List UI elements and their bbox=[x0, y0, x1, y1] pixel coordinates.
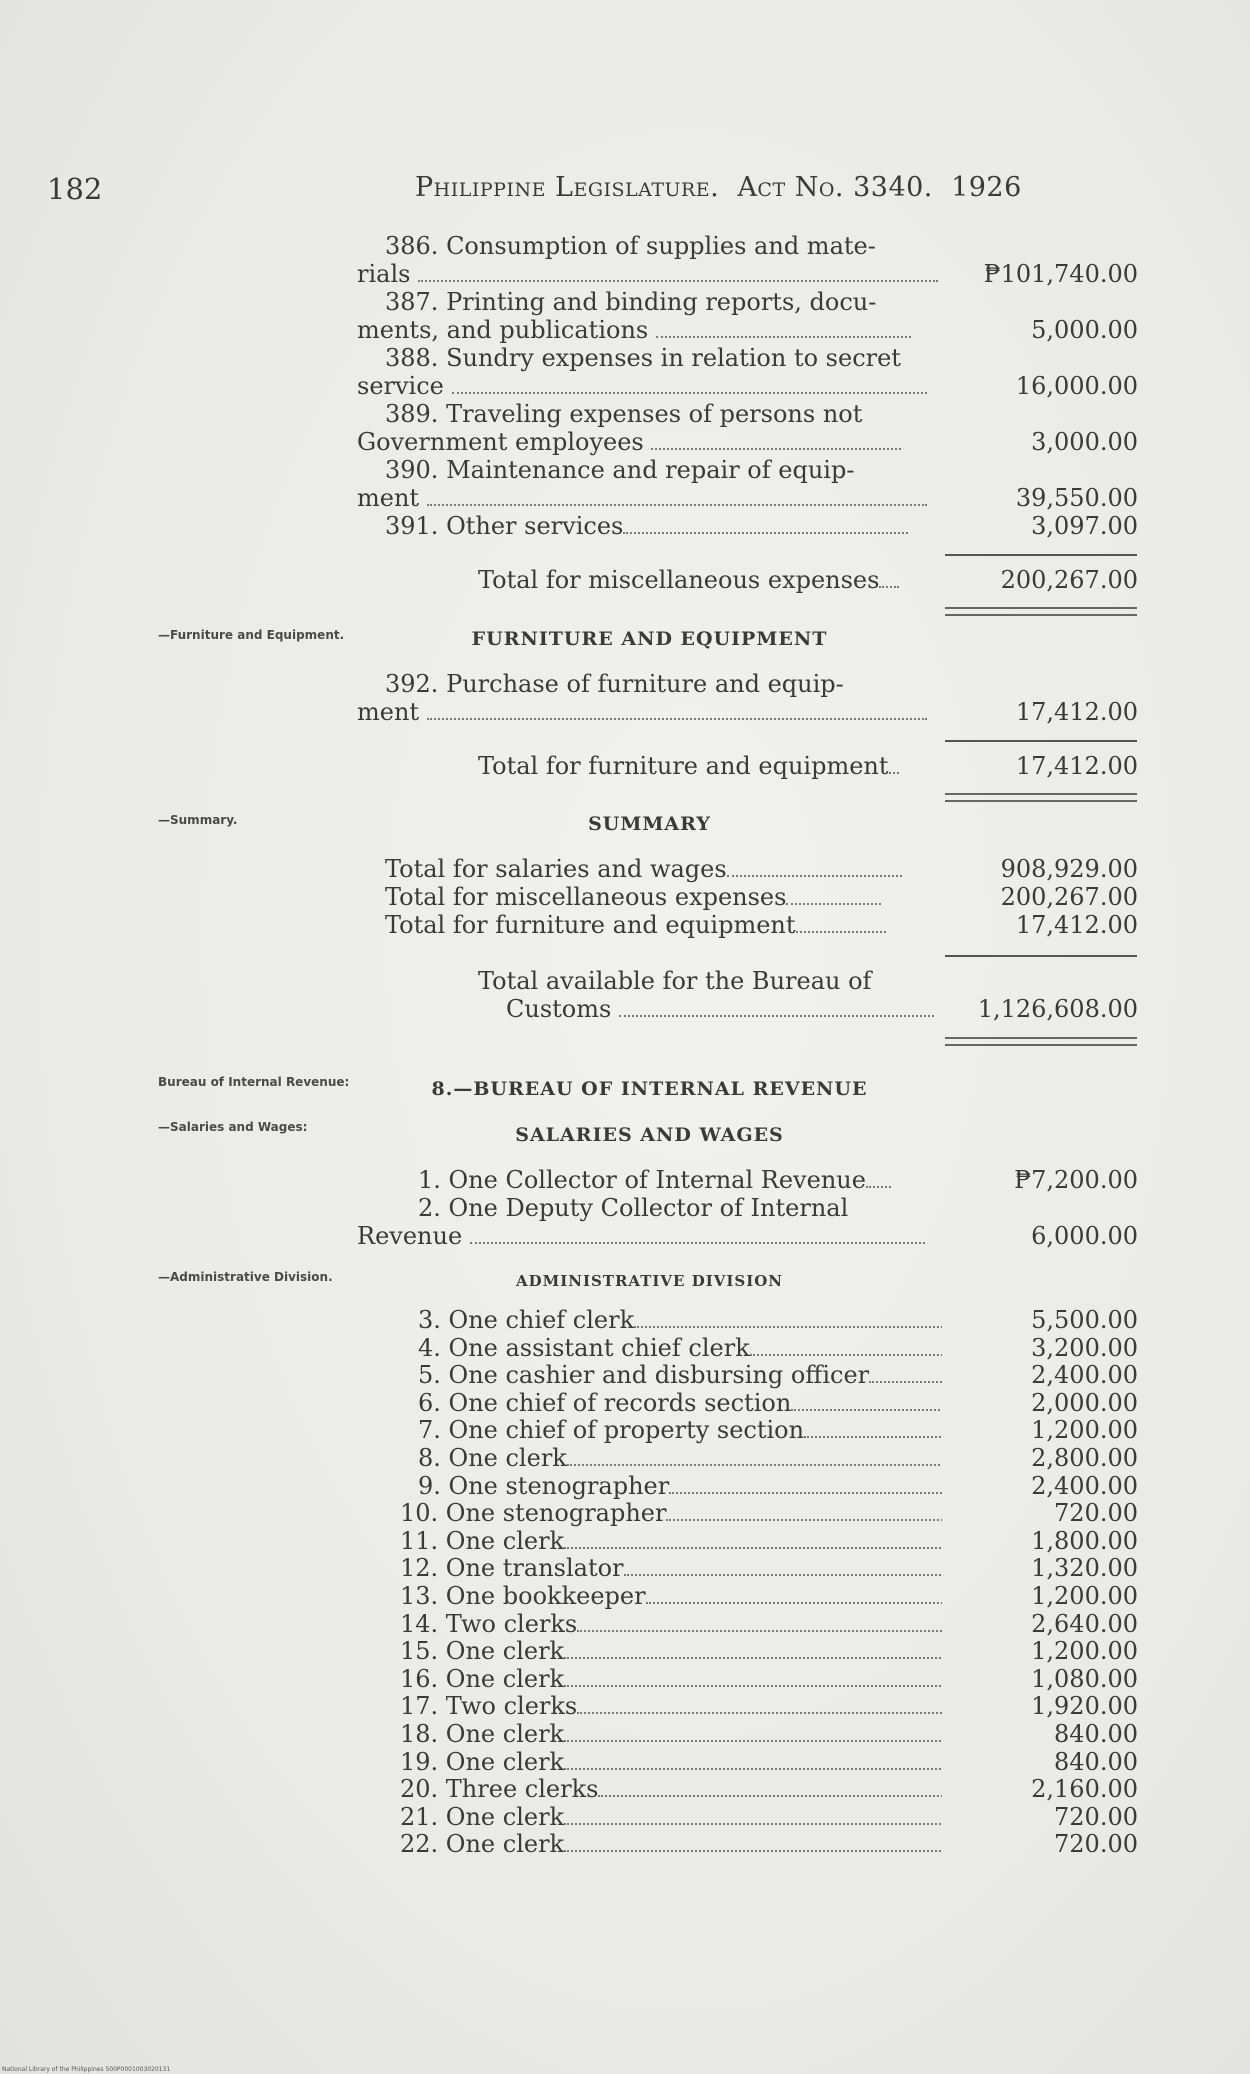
leader-dots bbox=[624, 1568, 942, 1576]
table-row bbox=[400, 1720, 942, 1748]
admin-row-label: 16. One clerk bbox=[400, 1664, 565, 1693]
misc-item-amount: 3,000.00 bbox=[1031, 428, 1138, 456]
admin-row-amount: 1,320.00 bbox=[1031, 1554, 1138, 1583]
misc-item-line2 bbox=[357, 316, 911, 344]
misc-item-amount: 16,000.00 bbox=[1015, 372, 1138, 400]
leader-dots bbox=[619, 1009, 934, 1017]
summary-row bbox=[385, 911, 886, 939]
item-392-amount: 17,412.00 bbox=[1015, 698, 1138, 726]
leader-dots bbox=[750, 1348, 942, 1356]
misc-item-line1: 387. Printing and binding reports, docu- bbox=[385, 288, 877, 316]
running-header bbox=[415, 172, 1022, 203]
furniture-total-label bbox=[478, 752, 899, 780]
table-row bbox=[400, 1830, 942, 1858]
bir-item-2-line1: 2. One Deputy Collector of Internal bbox=[418, 1194, 849, 1222]
margin-note-admin: —Administrative Division. bbox=[158, 1270, 333, 1284]
misc-item-line2 bbox=[357, 260, 938, 288]
summary-row-amount: 908,929.00 bbox=[1000, 855, 1138, 883]
table-row bbox=[400, 1665, 942, 1693]
leader-dots bbox=[804, 1430, 942, 1438]
grand-total-line1: Total available for the Bureau of bbox=[478, 967, 872, 995]
leader-dots bbox=[564, 1734, 942, 1742]
leader-dots bbox=[567, 1458, 942, 1466]
leader-dots bbox=[666, 1513, 942, 1521]
item-392-label: ment bbox=[357, 698, 420, 726]
leader-dots bbox=[646, 1596, 942, 1604]
admin-row-amount: 720.00 bbox=[1054, 1499, 1138, 1528]
admin-row-label: 6. One chief of records section bbox=[418, 1388, 792, 1417]
admin-heading: ADMINISTRATIVE DIVISION bbox=[515, 1272, 784, 1290]
table-row bbox=[418, 1334, 942, 1362]
admin-row-amount: 1,200.00 bbox=[1031, 1637, 1138, 1666]
misc-item-line1: 389. Traveling expenses of persons not bbox=[385, 400, 863, 428]
admin-row-label: 18. One clerk bbox=[400, 1720, 565, 1748]
misc-item-line1: 390. Maintenance and repair of equip- bbox=[385, 456, 855, 484]
leader-dots bbox=[727, 869, 902, 877]
margin-note-bureau: Bureau of Internal Revenue: bbox=[158, 1075, 350, 1089]
running-title: Philippine Legislature. bbox=[415, 172, 720, 203]
leader-dots bbox=[651, 442, 901, 450]
grand-total-amount: 1,126,608.00 bbox=[977, 995, 1138, 1023]
admin-row-amount: 2,000.00 bbox=[1031, 1388, 1138, 1417]
admin-row-amount: 1,920.00 bbox=[1031, 1692, 1138, 1721]
admin-row-label: 10. One stenographer bbox=[400, 1499, 667, 1528]
rule bbox=[945, 955, 1137, 957]
admin-row-label: 20. Three clerks bbox=[400, 1775, 599, 1804]
summary-row-label: Total for furniture and equipment bbox=[385, 911, 796, 939]
leader-dots bbox=[791, 1403, 942, 1411]
leader-dots bbox=[452, 386, 927, 394]
misc-total bbox=[478, 566, 899, 594]
admin-row-label: 21. One clerk bbox=[400, 1802, 565, 1831]
misc-total-amount: 200,267.00 bbox=[1000, 566, 1138, 594]
table-row bbox=[400, 1637, 942, 1665]
admin-row-amount: 840.00 bbox=[1054, 1747, 1138, 1776]
admin-row-label: 22. One clerk bbox=[400, 1830, 565, 1859]
admin-row-amount: 3,200.00 bbox=[1031, 1333, 1138, 1362]
margin-note-furniture: —Furniture and Equipment. bbox=[158, 628, 345, 642]
table-row bbox=[418, 1472, 942, 1500]
summary-row-label: Total for salaries and wages bbox=[385, 855, 727, 883]
table-row bbox=[418, 1306, 942, 1334]
leader-dots bbox=[418, 274, 938, 282]
leader-dots bbox=[577, 1624, 942, 1632]
furniture-total-text: Total for furniture and equipment bbox=[478, 752, 889, 780]
admin-row-label: 12. One translator bbox=[400, 1554, 624, 1583]
leader-dots bbox=[623, 526, 908, 534]
admin-row-amount: 5,500.00 bbox=[1031, 1306, 1138, 1334]
salaries-heading: SALARIES AND WAGES bbox=[515, 1124, 784, 1146]
admin-row-amount: 1,200.00 bbox=[1031, 1416, 1138, 1445]
leader-dots bbox=[564, 1651, 942, 1659]
leader-dots bbox=[564, 1541, 942, 1549]
bir-item-1 bbox=[418, 1166, 891, 1194]
bir-item-1-amount: ₱7,200.00 bbox=[1014, 1166, 1138, 1194]
leader-dots bbox=[427, 712, 927, 720]
misc-item-label: Government employees bbox=[357, 428, 644, 456]
admin-row-label: 17. Two clerks bbox=[400, 1692, 578, 1721]
table-row bbox=[400, 1748, 942, 1776]
leader-dots bbox=[796, 925, 886, 933]
footer-credit: National Library of the Philippines 500P0001003020131 bbox=[2, 2066, 171, 2073]
bir-item-2-label: Revenue bbox=[357, 1222, 463, 1250]
misc-item-label: service bbox=[357, 372, 444, 400]
admin-row-label: 4. One assistant chief clerk bbox=[418, 1333, 750, 1362]
table-row bbox=[400, 1692, 942, 1720]
admin-row-amount: 720.00 bbox=[1054, 1830, 1138, 1859]
table-row bbox=[418, 1389, 942, 1417]
admin-row-label: 19. One clerk bbox=[400, 1747, 565, 1776]
table-row bbox=[400, 1582, 942, 1610]
admin-row-label: 13. One bookkeeper bbox=[400, 1582, 646, 1610]
margin-note-salaries: —Salaries and Wages: bbox=[158, 1120, 308, 1134]
misc-item-line2 bbox=[357, 372, 927, 400]
admin-row-amount: 720.00 bbox=[1054, 1802, 1138, 1831]
admin-row-amount: 2,400.00 bbox=[1031, 1361, 1138, 1390]
admin-row-amount: 2,400.00 bbox=[1031, 1471, 1138, 1500]
admin-row-label: 14. Two clerks bbox=[400, 1609, 578, 1638]
table-row bbox=[400, 1803, 942, 1831]
leader-dots bbox=[577, 1706, 942, 1714]
leader-dots bbox=[879, 580, 899, 588]
admin-row-label: 9. One stenographer bbox=[418, 1471, 670, 1500]
admin-row-label: 11. One clerk bbox=[400, 1526, 565, 1555]
table-row bbox=[418, 1361, 942, 1389]
table-row bbox=[400, 1554, 942, 1582]
page-number: 182 bbox=[47, 172, 103, 206]
admin-row-label: 5. One cashier and disbursing officer bbox=[418, 1361, 870, 1390]
item-392-line2 bbox=[357, 698, 927, 726]
admin-row-amount: 1,080.00 bbox=[1031, 1664, 1138, 1693]
misc-item-line2 bbox=[357, 428, 901, 456]
misc-item-label: ments, and publications bbox=[357, 316, 649, 344]
leader-dots bbox=[564, 1844, 942, 1852]
double-rule bbox=[945, 1037, 1137, 1046]
table-row bbox=[400, 1527, 942, 1555]
summary-row-amount: 200,267.00 bbox=[1000, 883, 1138, 911]
furniture-heading: FURNITURE AND EQUIPMENT bbox=[471, 628, 828, 650]
table-row bbox=[400, 1610, 942, 1638]
summary-row-amount: 17,412.00 bbox=[1015, 911, 1138, 939]
leader-dots bbox=[656, 330, 911, 338]
margin-note-summary: —Summary. bbox=[158, 813, 238, 827]
leader-dots bbox=[427, 498, 927, 506]
misc-item-391-amount: 3,097.00 bbox=[1031, 512, 1138, 540]
item-392-line1: 392. Purchase of furniture and equip- bbox=[385, 670, 844, 698]
misc-item-amount: 5,000.00 bbox=[1031, 316, 1138, 344]
bir-item-2-amount: 6,000.00 bbox=[1031, 1222, 1138, 1250]
leader-dots bbox=[634, 1320, 942, 1328]
misc-item-391 bbox=[385, 512, 908, 540]
admin-row-label: 7. One chief of property section bbox=[418, 1416, 805, 1445]
summary-heading: SUMMARY bbox=[588, 813, 711, 835]
grand-total-line2 bbox=[506, 995, 934, 1023]
leader-dots bbox=[598, 1789, 942, 1797]
summary-row bbox=[385, 855, 902, 883]
rule bbox=[945, 554, 1137, 556]
leader-dots bbox=[564, 1679, 942, 1687]
leader-dots bbox=[889, 766, 899, 774]
bir-item-2-line2 bbox=[357, 1222, 925, 1250]
summary-row bbox=[385, 883, 881, 911]
admin-row-label: 3. One chief clerk bbox=[418, 1306, 635, 1334]
furniture-total-amount: 17,412.00 bbox=[1015, 752, 1138, 780]
rule bbox=[945, 740, 1137, 742]
misc-item-line2 bbox=[357, 484, 927, 512]
misc-item-amount: 39,550.00 bbox=[1015, 484, 1138, 512]
act-number: Act No. 3340. bbox=[737, 172, 933, 203]
admin-row-amount: 2,160.00 bbox=[1031, 1775, 1138, 1804]
misc-item-391-label: 391. Other services bbox=[385, 512, 624, 540]
leader-dots bbox=[669, 1486, 942, 1494]
summary-row-label: Total for miscellaneous expenses bbox=[385, 883, 787, 911]
admin-row-amount: 840.00 bbox=[1054, 1720, 1138, 1748]
misc-item-amount: ₱101,740.00 bbox=[983, 260, 1138, 288]
bureau-heading: 8.—BUREAU OF INTERNAL REVENUE bbox=[431, 1078, 868, 1100]
table-row bbox=[418, 1444, 942, 1472]
misc-total-label: Total for miscellaneous expenses bbox=[478, 566, 880, 594]
double-rule bbox=[945, 607, 1137, 616]
leader-dots bbox=[866, 1180, 891, 1188]
misc-item-line1: 386. Consumption of supplies and mate- bbox=[385, 232, 876, 260]
admin-row-amount: 1,200.00 bbox=[1031, 1582, 1138, 1610]
admin-row-amount: 1,800.00 bbox=[1031, 1526, 1138, 1555]
admin-row-label: 15. One clerk bbox=[400, 1637, 565, 1666]
leader-dots bbox=[869, 1375, 942, 1383]
admin-row-label: 8. One clerk bbox=[418, 1444, 567, 1472]
misc-item-line1: 388. Sundry expenses in relation to secret bbox=[385, 344, 901, 372]
table-row bbox=[418, 1416, 942, 1444]
bir-item-1-label: 1. One Collector of Internal Revenue bbox=[418, 1166, 866, 1194]
table-row bbox=[400, 1775, 942, 1803]
leader-dots bbox=[564, 1817, 942, 1825]
leader-dots bbox=[786, 897, 881, 905]
year: 1926 bbox=[951, 172, 1022, 203]
leader-dots bbox=[470, 1236, 925, 1244]
misc-item-label: rials bbox=[357, 260, 411, 288]
admin-row-amount: 2,800.00 bbox=[1031, 1444, 1138, 1472]
grand-total-label: Customs bbox=[506, 995, 612, 1023]
leader-dots bbox=[564, 1762, 942, 1770]
admin-row-amount: 2,640.00 bbox=[1031, 1609, 1138, 1638]
double-rule bbox=[945, 793, 1137, 802]
table-row bbox=[400, 1499, 942, 1527]
misc-item-label: ment bbox=[357, 484, 420, 512]
